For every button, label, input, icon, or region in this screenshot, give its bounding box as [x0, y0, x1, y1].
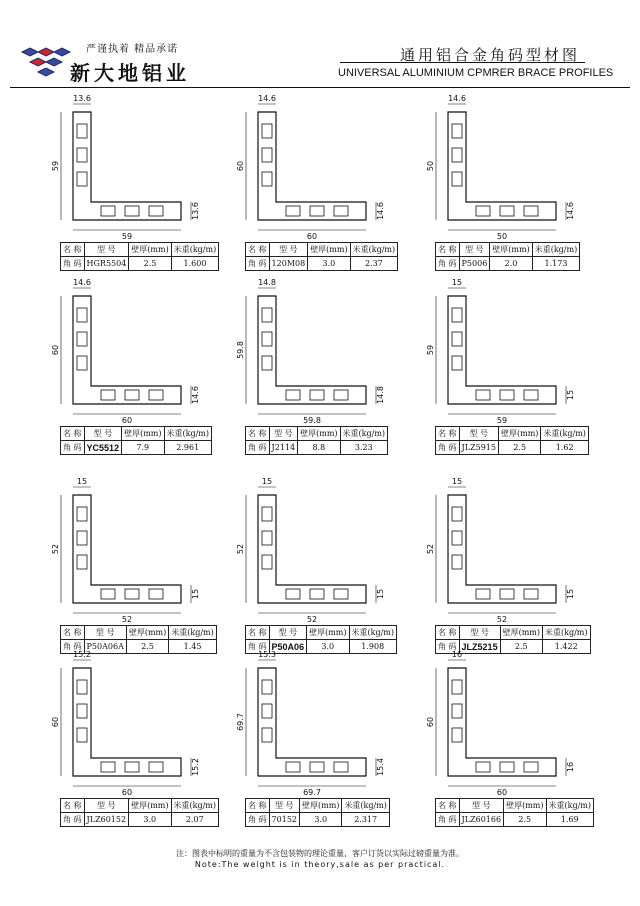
header-divider — [10, 87, 630, 88]
spec-header-cell: 米重(kg/m) — [532, 243, 580, 257]
profile-card — [230, 648, 430, 828]
dim-top-label: 16 — [451, 650, 463, 659]
dim-top-label: 15.3 — [258, 650, 276, 659]
company-slogan: 严谨执着 精品承诺 — [86, 44, 179, 55]
spec-model-cell: P5006 — [459, 257, 490, 271]
spec-header-cell: 米重(kg/m) — [349, 626, 397, 640]
spec-model-cell: JLZ5915 — [459, 441, 498, 455]
spec-weight-cell: 1.173 — [532, 257, 580, 271]
spec-header-cell: 壁厚(mm) — [129, 799, 171, 813]
spec-header-cell: 型 号 — [459, 243, 490, 257]
dim-side-label: 59.8 — [236, 341, 245, 359]
spec-header-cell: 型 号 — [84, 799, 129, 813]
spec-weight-cell: 1.69 — [546, 813, 594, 827]
spec-model-cell: 120M08 — [269, 257, 308, 271]
dim-top-label: 15 — [451, 477, 463, 486]
page-header — [0, 0, 640, 90]
spec-wall-cell: 2.5 — [504, 813, 546, 827]
spec-header-cell: 壁厚(mm) — [129, 243, 171, 257]
spec-header-cell: 名 称 — [436, 799, 460, 813]
spec-weight-cell: 1.422 — [543, 640, 591, 654]
dim-bottom-label: 60 — [306, 232, 318, 241]
spec-model-cell: YC5512 — [84, 441, 122, 455]
spec-wall-cell: 7.9 — [122, 441, 164, 455]
dim-bottom-label: 52 — [306, 615, 318, 624]
spec-header-cell: 壁厚(mm) — [307, 626, 349, 640]
dim-right-label: 16 — [566, 761, 575, 773]
spec-header-cell: 型 号 — [269, 243, 308, 257]
spec-header-cell: 米重(kg/m) — [546, 799, 594, 813]
spec-header-cell: 米重(kg/m) — [340, 427, 388, 441]
spec-model-cell: JLZ5215 — [459, 640, 500, 654]
spec-weight-cell: 1.45 — [169, 640, 217, 654]
spec-wall-cell: 2.5 — [498, 441, 540, 455]
spec-header-cell: 名 称 — [246, 243, 270, 257]
spec-name-cell: 角 码 — [436, 257, 460, 271]
spec-table — [245, 242, 398, 271]
spec-header-cell: 名 称 — [436, 243, 460, 257]
spec-wall-cell: 3.0 — [307, 640, 349, 654]
cube-pyramid-logo-icon — [14, 40, 76, 84]
spec-header-cell: 壁厚(mm) — [126, 626, 168, 640]
spec-model-cell: P50A06 — [269, 640, 307, 654]
spec-table — [60, 426, 212, 455]
dim-side-label: 52 — [426, 543, 435, 555]
spec-table — [60, 798, 219, 827]
dim-right-label: 14.6 — [376, 202, 385, 220]
spec-header-cell: 米重(kg/m) — [541, 427, 589, 441]
spec-table — [60, 242, 219, 271]
spec-header-cell: 米重(kg/m) — [342, 799, 390, 813]
profile-card — [45, 92, 245, 272]
dim-top-label: 14.8 — [258, 278, 276, 287]
footer-note-en: Note:The weight is in theory,sale as per practical. — [194, 860, 446, 869]
spec-header-cell: 名 称 — [61, 626, 85, 640]
dim-bottom-label: 60 — [496, 788, 508, 797]
dim-bottom-label: 50 — [496, 232, 508, 241]
profile-drawing — [45, 92, 215, 242]
spec-name-cell: 角 码 — [246, 441, 270, 455]
profile-drawing — [420, 276, 590, 426]
spec-table — [245, 426, 388, 455]
profile-drawing — [45, 648, 215, 798]
spec-header-cell: 米重(kg/m) — [169, 626, 217, 640]
spec-model-cell: JLZ60152 — [84, 813, 129, 827]
spec-weight-cell: 2.37 — [350, 257, 398, 271]
company-name: 新大地铝业 — [70, 61, 190, 85]
spec-header-cell: 名 称 — [246, 427, 270, 441]
spec-name-cell: 角 码 — [61, 640, 85, 654]
dim-top-label: 14.6 — [448, 94, 466, 103]
spec-header-cell: 型 号 — [269, 626, 307, 640]
spec-header-cell: 型 号 — [269, 427, 298, 441]
dim-top-label: 14.6 — [73, 278, 91, 287]
spec-weight-cell: 1.908 — [349, 640, 397, 654]
spec-header-cell: 壁厚(mm) — [500, 626, 542, 640]
spec-header-cell: 壁厚(mm) — [308, 243, 350, 257]
dim-bottom-label: 59 — [121, 232, 133, 241]
dim-right-label: 14.6 — [191, 386, 200, 404]
dim-bottom-label: 69.7 — [303, 788, 321, 797]
spec-name-cell: 角 码 — [246, 257, 270, 271]
spec-wall-cell: 2.5 — [129, 257, 171, 271]
spec-weight-cell: 1.62 — [541, 441, 589, 455]
spec-header-cell: 型 号 — [84, 427, 122, 441]
dim-side-label: 60 — [236, 160, 245, 172]
spec-model-cell: HGR5504 — [84, 257, 129, 271]
dim-top-label: 15.2 — [73, 650, 91, 659]
spec-weight-cell: 2.317 — [342, 813, 390, 827]
dim-bottom-label: 52 — [496, 615, 508, 624]
spec-name-cell: 角 码 — [61, 257, 85, 271]
spec-header-cell: 米重(kg/m) — [171, 799, 219, 813]
profile-drawing — [230, 92, 400, 242]
spec-name-cell: 角 码 — [246, 640, 270, 654]
spec-table — [435, 242, 580, 271]
spec-wall-cell: 3.0 — [300, 813, 342, 827]
spec-wall-cell: 2.0 — [490, 257, 532, 271]
dim-right-label: 15 — [566, 389, 575, 401]
footer-note-zh: 注：图表中标明的重量为不含包装物的理论重量，客户订货以实际过磅重量为准。 — [176, 849, 464, 858]
spec-name-cell: 角 码 — [436, 813, 460, 827]
profile-card — [45, 648, 245, 828]
dim-right-label: 13.6 — [191, 202, 200, 220]
spec-header-cell: 米重(kg/m) — [164, 427, 212, 441]
spec-name-cell: 角 码 — [61, 441, 85, 455]
spec-header-cell: 型 号 — [84, 243, 129, 257]
spec-table — [435, 426, 589, 455]
profile-card — [45, 276, 245, 456]
spec-wall-cell: 8.8 — [298, 441, 340, 455]
profile-drawing — [420, 648, 590, 798]
spec-header-cell: 名 称 — [436, 427, 460, 441]
spec-wall-cell: 2.5 — [126, 640, 168, 654]
spec-header-cell: 壁厚(mm) — [298, 427, 340, 441]
dim-top-label: 15 — [76, 477, 88, 486]
profile-drawing — [45, 276, 215, 426]
profile-card — [45, 475, 245, 655]
profile-drawing — [230, 475, 400, 625]
spec-weight-cell: 2.07 — [171, 813, 219, 827]
spec-header-cell: 型 号 — [459, 427, 498, 441]
dim-bottom-label: 52 — [121, 615, 133, 624]
spec-name-cell: 角 码 — [436, 441, 460, 455]
spec-header-cell: 型 号 — [459, 799, 504, 813]
profile-drawing — [420, 92, 590, 242]
spec-header-cell: 壁厚(mm) — [490, 243, 532, 257]
dim-side-label: 69.7 — [236, 713, 245, 731]
profile-card — [420, 92, 620, 272]
profile-card — [420, 648, 620, 828]
dim-right-label: 14.6 — [566, 202, 575, 220]
dim-side-label: 52 — [236, 543, 245, 555]
dim-side-label: 59 — [51, 160, 60, 172]
spec-weight-cell: 2.961 — [164, 441, 212, 455]
spec-header-cell: 米重(kg/m) — [543, 626, 591, 640]
spec-header-cell: 名 称 — [61, 427, 85, 441]
dim-top-label: 15 — [261, 477, 273, 486]
spec-header-cell: 名 称 — [436, 626, 460, 640]
dim-bottom-label: 60 — [121, 788, 133, 797]
spec-weight-cell: 3.23 — [340, 441, 388, 455]
page-title-english: UNIVERSAL ALUMINIUM CPMRER BRACE PROFILES — [338, 67, 614, 79]
spec-name-cell: 角 码 — [436, 640, 460, 654]
dim-top-label: 15 — [451, 278, 463, 287]
profile-drawing — [45, 475, 215, 625]
profile-card — [420, 276, 620, 456]
spec-header-cell: 米重(kg/m) — [350, 243, 398, 257]
spec-header-cell: 名 称 — [61, 799, 85, 813]
profile-card — [420, 475, 620, 655]
spec-header-cell: 壁厚(mm) — [498, 427, 540, 441]
spec-header-cell: 米重(kg/m) — [171, 243, 219, 257]
dim-side-label: 52 — [51, 543, 60, 555]
profile-drawing — [230, 276, 400, 426]
spec-header-cell: 壁厚(mm) — [122, 427, 164, 441]
spec-model-cell: 70152 — [269, 813, 299, 827]
spec-model-cell: J2114 — [269, 441, 298, 455]
dim-side-label: 60 — [51, 716, 60, 728]
dim-side-label: 60 — [426, 716, 435, 728]
dim-side-label: 50 — [426, 160, 435, 172]
dim-bottom-label: 59 — [496, 416, 508, 425]
spec-wall-cell: 3.0 — [129, 813, 171, 827]
spec-header-cell: 名 称 — [246, 626, 270, 640]
spec-table — [435, 798, 594, 827]
dim-right-label: 15.2 — [191, 758, 200, 776]
dim-right-label: 14.8 — [376, 386, 385, 404]
profile-card — [230, 276, 430, 456]
dim-right-label: 15 — [566, 588, 575, 600]
spec-header-cell: 型 号 — [459, 626, 500, 640]
dim-right-label: 15 — [376, 588, 385, 600]
dim-side-label: 60 — [51, 344, 60, 356]
spec-header-cell: 壁厚(mm) — [504, 799, 546, 813]
title-divider — [340, 62, 585, 63]
spec-header-cell: 型 号 — [269, 799, 299, 813]
spec-header-cell: 壁厚(mm) — [300, 799, 342, 813]
spec-header-cell: 型 号 — [84, 626, 126, 640]
page-title: 通用铝合金角码型材图 — [400, 46, 581, 64]
dim-side-label: 59 — [426, 344, 435, 356]
dim-right-label: 15.4 — [376, 758, 385, 776]
dim-top-label: 13.6 — [73, 94, 91, 103]
spec-wall-cell: 3.0 — [308, 257, 350, 271]
spec-name-cell: 角 码 — [61, 813, 85, 827]
dim-bottom-label: 59.8 — [303, 416, 321, 425]
spec-header-cell: 名 称 — [246, 799, 270, 813]
profile-drawing — [230, 648, 400, 798]
dim-bottom-label: 60 — [121, 416, 133, 425]
spec-model-cell: JLZ60166 — [459, 813, 504, 827]
spec-wall-cell: 2.5 — [500, 640, 542, 654]
spec-table — [245, 798, 390, 827]
spec-header-cell: 名 称 — [61, 243, 85, 257]
profile-drawing — [420, 475, 590, 625]
dim-right-label: 15 — [191, 588, 200, 600]
dim-top-label: 14.6 — [258, 94, 276, 103]
spec-weight-cell: 1.600 — [171, 257, 219, 271]
spec-model-cell: P50A06A — [84, 640, 126, 654]
profile-card — [230, 475, 430, 655]
spec-name-cell: 角 码 — [246, 813, 270, 827]
profile-card — [230, 92, 430, 272]
